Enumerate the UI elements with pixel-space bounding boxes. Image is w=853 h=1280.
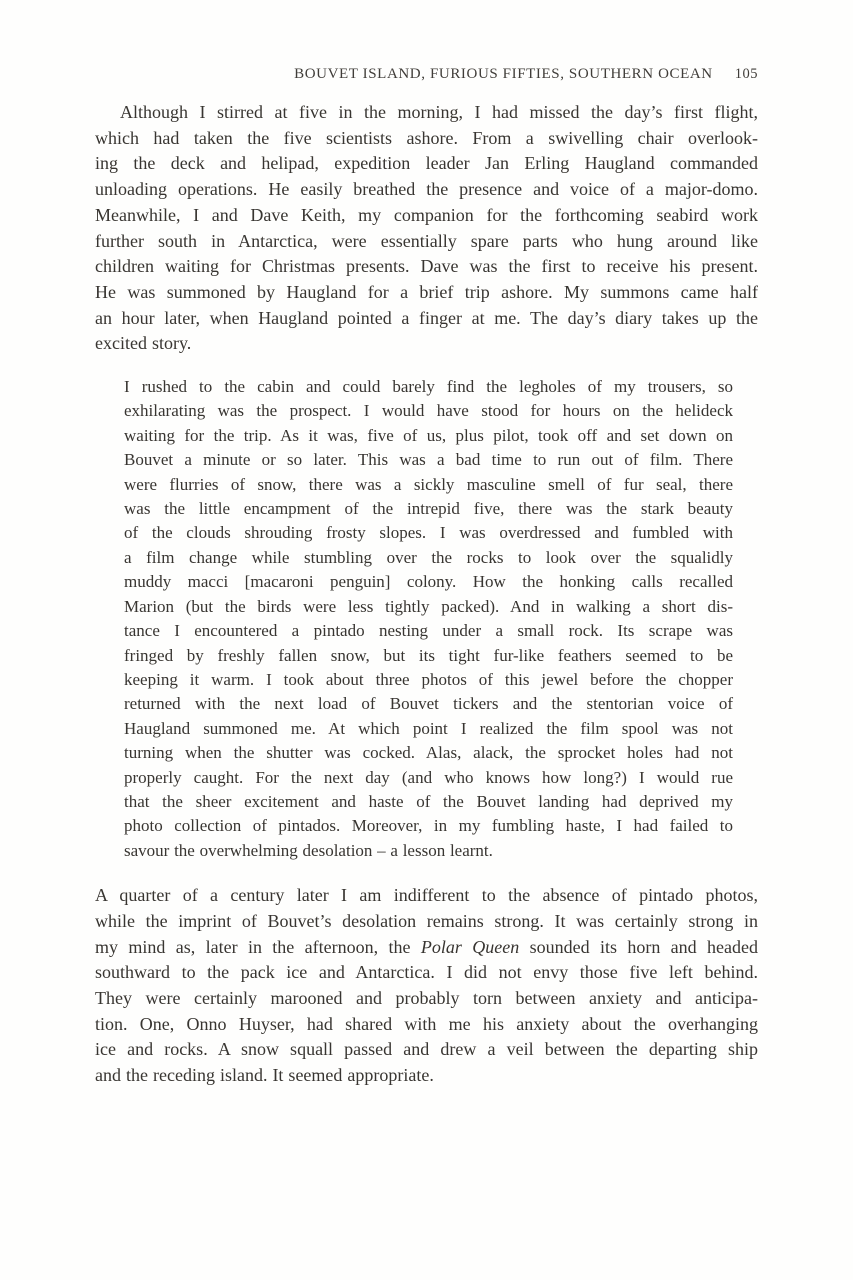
text-line: Haugland summoned me. At which point I realized the film spool was not: [124, 718, 733, 738]
text-line: an hour later, when Haugland pointed a finger at me. The day’s diary takes up the: [95, 307, 758, 328]
text-column: [95, 100, 758, 1089]
text-line: returned with the next load of Bouvet tickers and the stentorian voice of: [124, 694, 733, 714]
text-line: excited story.: [95, 333, 192, 354]
text-line: savour the overwhelming desolation – a lesson learnt.: [124, 840, 493, 860]
text-line: ice and rocks. A snow squall passed and drew a veil between the departing ship: [95, 1039, 758, 1060]
text-line: was the little encampment of the intrepid five, there was the stark beauty: [124, 499, 733, 519]
text-line: Although I stirred at five in the morning, I had missed the day’s first flight,: [120, 102, 758, 122]
text-line: Meanwhile, I and Dave Keith, my companion for the forthcoming seabird work: [95, 204, 758, 225]
text-line: I rushed to the cabin and could barely find the legholes of my trousers, so: [124, 377, 733, 397]
text-line: fringed by freshly fallen snow, but its tight fur-like feathers seemed to be: [124, 645, 733, 665]
text-line: He was summoned by Haugland for a brief trip ashore. My summons came half: [95, 281, 758, 302]
text-line: were flurries of snow, there was a sickly masculine smell of fur seal, there: [124, 474, 733, 494]
text-line: Bouvet a minute or so later. This was a bad time to run out of film. There: [124, 450, 733, 470]
text-line: children waiting for Christmas presents. Dave was the first to receive his present.: [95, 256, 758, 277]
text-line: ing the deck and helipad, expedition leader Jan Erling Haugland commanded: [95, 153, 758, 174]
text-line: tance I encountered a pintado nesting under a small rock. Its scrape was: [124, 621, 733, 641]
text-line: further south in Antarctica, were essentially spare parts who hung around like: [95, 230, 758, 251]
running-header: [95, 66, 758, 83]
text-line: properly caught. For the next day (and who knows how long?) I would rue: [124, 767, 733, 787]
text-line: keeping it warm. I took about three photos of this jewel before the chopper: [124, 669, 733, 689]
text-line: that the sheer excitement and haste of the Bouvet landing had deprived my: [124, 791, 733, 811]
text-line: and the receding island. It seemed appropriate.: [95, 1065, 434, 1086]
text-line: [95, 935, 758, 961]
page-number: 105: [734, 66, 758, 82]
paragraph-1: [95, 100, 758, 357]
text-line: southward to the pack ice and Antarctica. I did not envy those five left behind.: [95, 962, 758, 983]
text-line: A quarter of a century later I am indifferent to the absence of pintado photos,: [95, 885, 758, 906]
italic-text: Polar Queen: [420, 936, 520, 957]
text-line: tion. One, Onno Huyser, had shared with me his anxiety about the overhanging: [95, 1013, 758, 1034]
text-line: They were certainly marooned and probably torn between anxiety and anticipa-: [95, 987, 758, 1008]
running-header-title: BOUVET ISLAND, FURIOUS FIFTIES, SOUTHERN OCEAN: [294, 66, 713, 82]
text-line: photo collection of pintados. Moreover, in my fumbling haste, I had failed to: [124, 816, 733, 836]
text-line: turning when the shutter was cocked. Alas, alack, the sprocket holes had not: [124, 743, 733, 763]
text-line: a film change while stumbling over the rocks to look over the squalidly: [124, 547, 733, 567]
diary-block-quote: [95, 375, 758, 863]
text-line: unloading operations. He easily breathed the presence and voice of a major-domo.: [95, 179, 758, 200]
text-line: Marion (but the birds were less tightly packed). And in walking a short dis-: [124, 596, 733, 616]
text-line: which had taken the five scientists ashore. From a swivelling chair overlook-: [95, 127, 758, 148]
text-line: muddy macci [macaroni penguin] colony. How the honking calls recalled: [124, 572, 733, 592]
text-line: waiting for the trip. As it was, five of us, plus pilot, took off and set down on: [124, 425, 733, 445]
text-line: exhilarating was the prospect. I would have stood for hours on the helideck: [124, 401, 733, 421]
text-line: while the imprint of Bouvet’s desolation remains strong. It was certainly strong in: [95, 910, 758, 931]
text-line: of the clouds shrouding frosty slopes. I was overdressed and fumbled with: [124, 523, 733, 543]
plain-text: sounded its horn and headed: [519, 936, 759, 957]
paragraph-3: [95, 883, 758, 1089]
plain-text: my mind as, later in the afternoon, the: [95, 936, 421, 957]
